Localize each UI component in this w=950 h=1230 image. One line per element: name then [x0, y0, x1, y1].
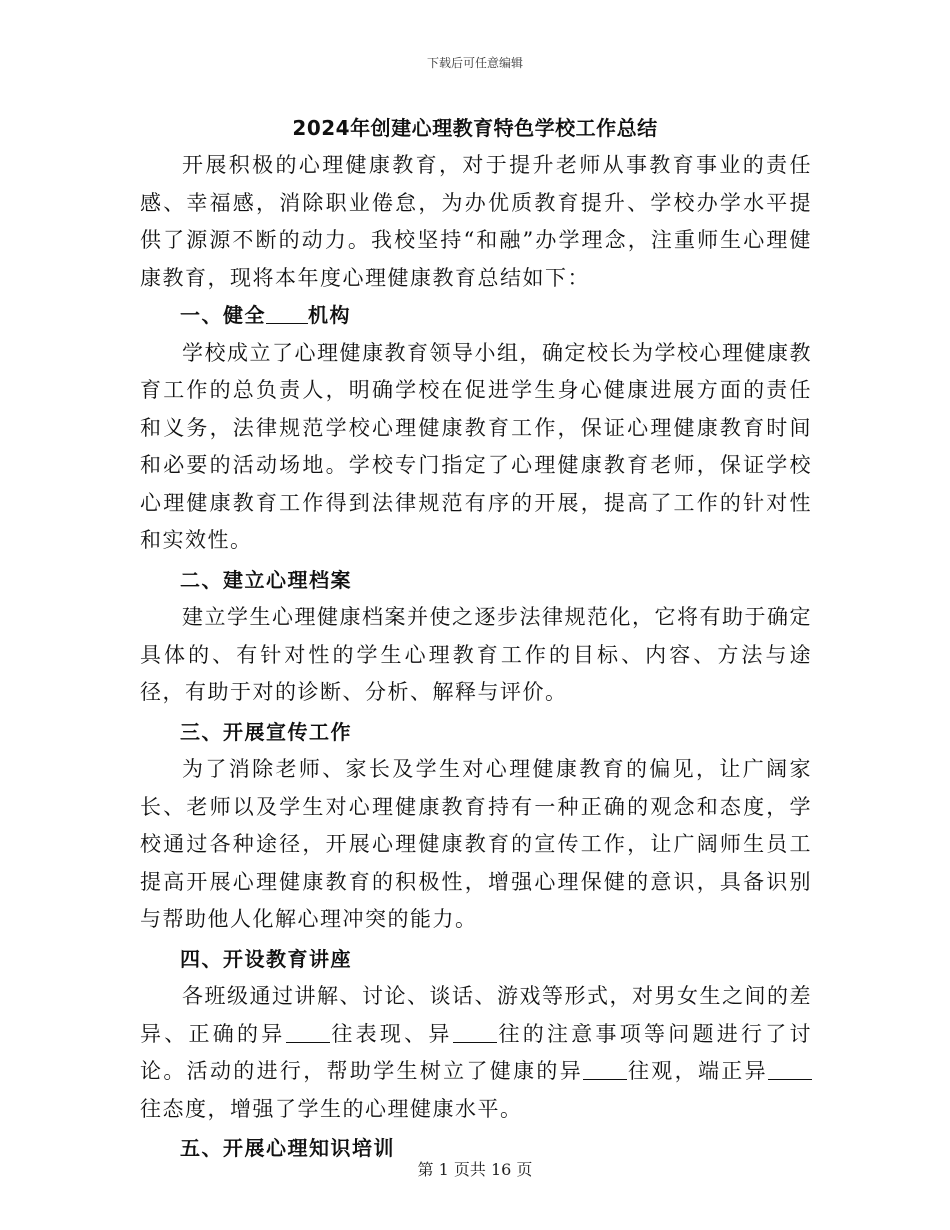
blank-underline	[768, 1058, 812, 1080]
section-body-4-part-5: 往态度，增强了学生的心理健康水平。	[140, 1096, 523, 1121]
section-heading-5: 五、开展心理知识培训	[180, 1136, 395, 1160]
blank-underline	[583, 1058, 627, 1080]
page-header: 下载后可任意编辑	[426, 56, 523, 70]
section-body-4-part-3: 往的注意事项等问题进行了讨论。活动的进行，帮助学生树立了健康的异	[140, 1021, 813, 1083]
section-body-4-part-2: 往表现、异	[329, 1021, 453, 1046]
section-heading-1-post: 机构	[308, 303, 351, 327]
document-title: 2024年创建心理教育特色学校工作总结	[292, 116, 658, 140]
section-body-1: 学校成立了心理健康教育领导小组，确定校长为学校心理健康教育工作的总负责人，明确学校在促进学生身心健康进展方面的责任和义务，法律规范学校心理健康教育工作，保证心理健康教育时间和必要的活动场地。学校专门指定了心理健康教育老师，保证学校心理健康教育工作得到法律规范有序的开展，提高了工作的针对性和实效性。	[140, 340, 812, 552]
section-body-3: 为了消除老师、家长及学生对心理健康教育的偏见，让广阔家长、老师以及学生对心理健康教育持有一种正确的观念和态度，学校通过各种途径，开展心理健康教育的宣传工作，让广阔师生员工提高开展心理健康教育的积极性，增强心理保健的意识，具备识别与帮助他人化解心理冲突的能力。	[140, 757, 812, 931]
document-body	[140, 147, 812, 1168]
section-body-4-part-1: 各班级通过讲解、讨论、谈话、游戏等形式，对男女生之间的差异、正确的异	[140, 984, 812, 1046]
section-heading-2: 二、建立心理档案	[180, 567, 352, 592]
section-heading-3: 三、开展宣传工作	[180, 719, 352, 744]
blank-underline	[453, 1021, 497, 1043]
section-body-4	[140, 978, 812, 1128]
section-body-2: 建立学生心理健康档案并使之逐步法律规范化，它将有助于确定具体的、有针对性的学生心理教育工作的目标、内容、方法与途径，有助于对的诊断、分析、解释与评价。	[140, 605, 812, 704]
blank-underline	[286, 1021, 330, 1043]
intro-paragraph: 开展积极的心理健康教育，对于提升老师从事教育事业的责任感、幸福感，消除职业倦怠，为办优质教育提升、学校办学水平提供了源源不断的动力。我校坚持“和融”办学理念，注重师生心理健康教育，现将本年度心理健康教育总结如下：	[140, 153, 812, 290]
blank-underline	[266, 303, 308, 324]
section-heading-1-pre: 一、健全	[180, 303, 266, 327]
section-heading-1	[140, 297, 812, 335]
section-heading-4: 四、开设教育讲座	[180, 946, 352, 971]
page-footer: 第 1 页共 16 页	[417, 1160, 533, 1179]
section-body-4-part-4: 往观，端正异	[627, 1059, 768, 1083]
